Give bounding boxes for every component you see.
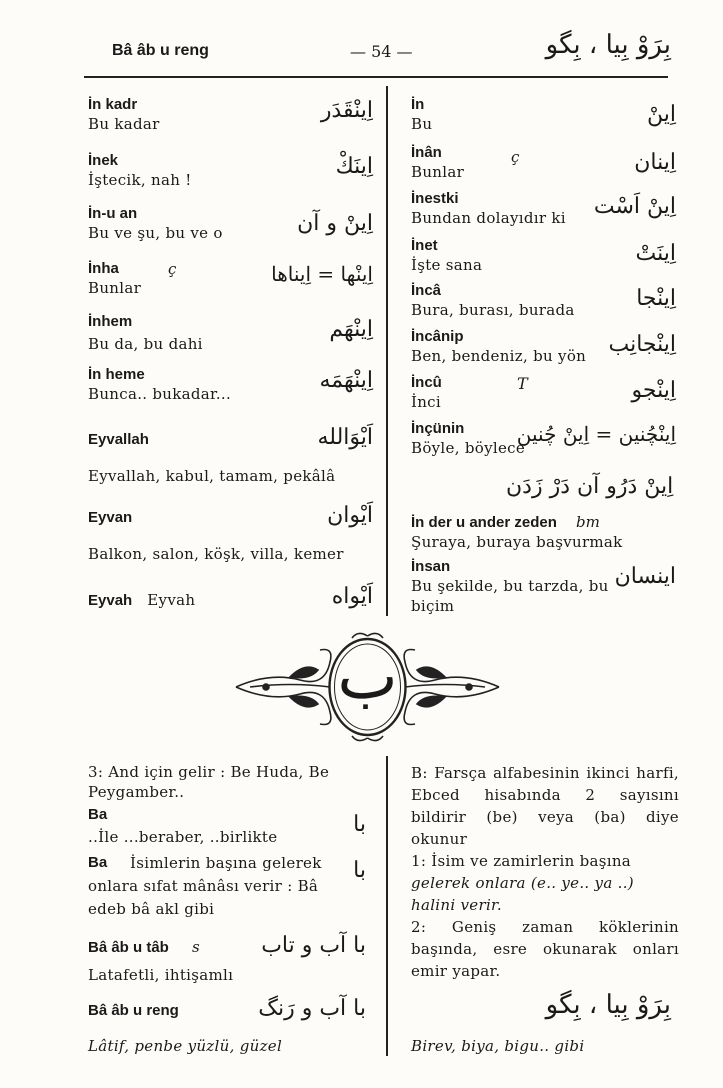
entry-in <box>411 96 676 134</box>
entry-ba-ab-u-tab <box>88 933 366 985</box>
headword: İncânip <box>411 328 464 345</box>
arabic-form: اِینْ و آن <box>297 211 373 236</box>
entry-in-der-u-ander-zeden <box>411 512 676 552</box>
definition: Bundan dolayıdır ki <box>411 209 566 227</box>
entry-incu <box>411 374 676 412</box>
headword: İn <box>411 96 425 113</box>
headword: İnha <box>88 260 119 277</box>
headword: İn der u ander zeden <box>411 514 557 531</box>
entry-incunin <box>411 420 676 458</box>
entry-in-heme <box>88 366 373 404</box>
headword: Bâ âb u tâb <box>88 939 169 956</box>
definition: Bunlar <box>88 279 142 297</box>
grammar-tag: s <box>191 938 200 956</box>
arabic-form: اِینْچُنین = اِینْ چُنین <box>516 422 676 446</box>
entry-in-u-an <box>88 205 373 243</box>
headword: İnsan <box>411 558 451 575</box>
page-number: — 54 — <box>350 42 413 61</box>
imperative-examples-arabic: بِرَوْ بِيا ، بِگو <box>545 990 671 1020</box>
headword: Eyvallah <box>88 431 149 448</box>
entry-eyvan <box>88 503 378 564</box>
grammar-tag: T <box>517 374 528 393</box>
headword: İn heme <box>88 366 145 383</box>
headword: İn kadr <box>88 96 138 113</box>
grammar-tag: bm <box>575 513 600 531</box>
definition: Latafetli, ihtişamlı <box>88 966 234 984</box>
arabic-form: با <box>353 812 366 837</box>
entry-ba-ab-u-reng <box>88 996 366 1056</box>
ornament-letter-be: ب <box>337 640 398 714</box>
definition: İştecik, nah ! <box>88 171 192 189</box>
definition: Lâtif, penbe yüzlü, güzel <box>88 1037 283 1055</box>
top-column-divider <box>386 86 388 616</box>
arabic-form: اِینَكْ <box>335 154 373 179</box>
entry-inet <box>411 237 676 275</box>
entry-inestki <box>411 190 676 228</box>
arabic-phrase-in-der: اِینْ دَرُو آن دَرْ زَدَن <box>506 474 674 499</box>
arabic-form: اَیْوان <box>327 503 373 528</box>
arabic-form: اِینْقَدَر <box>320 98 373 123</box>
arabic-form: اَیْواه <box>331 584 373 609</box>
definition: Eyvah <box>147 591 196 609</box>
arabic-form: اِینْ اَسْت <box>593 194 676 219</box>
entry-inan <box>411 144 676 182</box>
definition: Bura, burası, burada <box>411 301 575 319</box>
definition: Eyvallah, kabul, tamam, pekâlâ <box>88 467 336 485</box>
definition: Böyle, böylece <box>411 439 525 457</box>
arabic-form: اِینْ <box>647 102 676 127</box>
arabic-form: با آب و تاب <box>261 933 366 958</box>
headword: Eyvah <box>88 592 133 609</box>
usage-1-rest: gelerek onlara (e.. ye.. ya ..) halini verir. <box>411 874 634 914</box>
arabic-form: اَیْوَالله <box>317 425 373 450</box>
headword: Ba <box>88 806 108 823</box>
definition: Bunca.. bukadar... <box>88 385 232 403</box>
arabic-form: اِینْها = اِیناها <box>271 262 373 286</box>
definition: Bu <box>411 115 433 133</box>
headword: İnet <box>411 237 438 254</box>
definition: Bu şekilde, bu tarzda, bu biçim <box>411 577 609 615</box>
entry-inek <box>88 152 373 190</box>
entry-ba-2 <box>88 852 366 918</box>
headword: İn-u an <box>88 205 138 222</box>
imperative-examples-latin: Birev, biya, bigu.. gibi <box>411 1037 585 1055</box>
entry-in-kadr <box>88 96 373 134</box>
definition: Bu ve şu, bu ve o <box>88 224 223 242</box>
headword: Ba <box>88 854 108 871</box>
arabic-form: اِینْجانِب <box>608 332 676 357</box>
entry-inhem <box>88 313 373 354</box>
entry-eyvallah <box>88 425 373 486</box>
entry-ba-1 <box>88 806 366 847</box>
header-rule <box>84 76 668 78</box>
bottom-column-divider <box>386 756 388 1056</box>
definition: Bunlar <box>411 163 465 181</box>
headword: İnçünin <box>411 420 465 437</box>
headword: Bâ âb u reng <box>88 1002 179 1019</box>
definition: İsimlerin başına gelerek onlara sıfat mânâsı verir : Bâ edeb bâ akl gibi <box>88 854 322 918</box>
definition: Bu da, bu dahi <box>88 335 203 353</box>
arabic-form: اِینْجو <box>631 378 676 403</box>
intro-paragraph: 3: And için gelir : Be Huda, Be Peygamber.. <box>88 763 330 801</box>
entry-eyvah <box>88 584 373 610</box>
definition: Bu kadar <box>88 115 160 133</box>
headword: Eyvan <box>88 509 133 526</box>
arabic-form: اِینَتْ <box>635 241 676 266</box>
entry-incanip <box>411 328 676 366</box>
definition: Ben, bendeniz, bu yön <box>411 347 587 365</box>
usage-1-line: 1: İsim ve zamirlerin başına <box>411 852 632 870</box>
headword: İncû <box>411 374 442 391</box>
grammar-tag: ç <box>168 260 177 278</box>
entry-inca <box>411 282 676 320</box>
headword: İnek <box>88 152 119 169</box>
definition: Şuraya, buraya başvurmak <box>411 533 623 551</box>
running-head-left: Bâ âb u reng <box>112 42 209 59</box>
running-head-arabic: بِرَوْ بِيا ، بِگو <box>545 30 671 60</box>
definition: Balkon, salon, köşk, villa, kemer <box>88 545 344 563</box>
arabic-form: اِینْجا <box>636 286 676 311</box>
letter-description: B: Farsça alfabesinin ikinci harfi, Ebced hisabında 2 sayısını bildirir (be) veya (ba) diye okunur <box>411 764 679 848</box>
entry-insan <box>411 558 676 616</box>
arabic-form: اینسان <box>614 564 676 589</box>
arabic-form: اِینْهَم <box>329 317 373 342</box>
entry-inha <box>88 260 373 298</box>
headword: İnhem <box>88 313 133 330</box>
definition: ..İle ...beraber, ..birlikte <box>88 828 278 846</box>
headword: İnestki <box>411 190 459 207</box>
grammar-tag: ç <box>511 148 520 166</box>
arabic-form: اِینان <box>634 150 676 175</box>
arabic-form: با <box>353 858 366 883</box>
arabic-form: اِینْهَمَه <box>319 368 373 393</box>
arabic-form: با آب و رَنگ <box>258 996 366 1021</box>
usage-2: 2: Geniş zaman köklerinin başında, esre okunarak onları emir yapar. <box>411 918 679 980</box>
definition: İnci <box>411 393 441 411</box>
headword: İncâ <box>411 282 442 299</box>
definition: İşte sana <box>411 256 483 274</box>
letter-ornament <box>230 632 505 742</box>
headword: İnân <box>411 144 442 161</box>
